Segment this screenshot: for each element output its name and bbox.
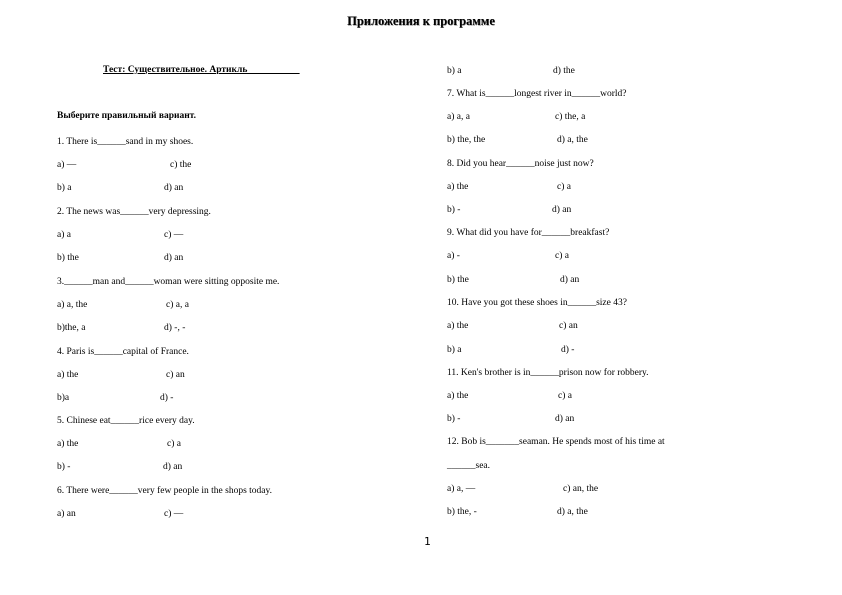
- option-a: a) —: [57, 160, 77, 170]
- option-a: a) -: [447, 251, 460, 261]
- option-a: a) a, the: [57, 300, 88, 310]
- option-b: b) -: [57, 462, 71, 472]
- question-text: 2. The news was______very depressing.: [57, 207, 211, 217]
- page-number: 1: [424, 535, 431, 548]
- question-text: 7. What is______longest river in______world?: [447, 89, 627, 99]
- option-d: d) -: [561, 345, 575, 355]
- question-text-continued: ______sea.: [447, 461, 491, 471]
- instruction: Выберите правильный вариант.: [57, 111, 197, 121]
- question-text: 10. Have you got these shoes in______size 43?: [447, 298, 627, 308]
- option-a: a) the: [447, 391, 469, 401]
- option-a: a) a: [57, 230, 71, 240]
- option-c: c) an: [559, 321, 578, 331]
- option-b: b) -: [447, 414, 461, 424]
- question-text: 6. There were______very few people in the shops today.: [57, 486, 273, 496]
- option-c: c) a: [557, 182, 571, 192]
- option-d: d) a, the: [557, 135, 588, 145]
- option-d: d) an: [552, 205, 572, 215]
- question-text: 12. Bob is_______seaman. He spends most of his time at: [447, 437, 665, 447]
- option-b: b) a: [447, 345, 462, 355]
- option-b: b) the: [447, 275, 469, 285]
- option-c: c) an: [166, 370, 185, 380]
- option-d: d) the: [553, 66, 575, 76]
- option-b: b) the, the: [447, 135, 486, 145]
- option-c: c) —: [164, 230, 184, 240]
- question-text: 8. Did you hear______noise just now?: [447, 159, 594, 169]
- option-c: c) a: [558, 391, 572, 401]
- question-text: 4. Paris is______capital of France.: [57, 347, 189, 357]
- option-d: d) -, -: [164, 323, 186, 333]
- option-b: b) -: [447, 205, 461, 215]
- option-d: d) a, the: [557, 507, 588, 517]
- option-a: a) the: [57, 439, 79, 449]
- question-text: 1. There is______sand in my shoes.: [57, 137, 194, 147]
- option-d: d) an: [164, 253, 184, 263]
- option-c: c) the: [170, 160, 192, 170]
- option-d: d) an: [555, 414, 575, 424]
- question-text: 5. Chinese eat______rice every day.: [57, 416, 195, 426]
- option-b: b) the, -: [447, 507, 477, 517]
- option-c: c) the, a: [555, 112, 586, 122]
- option-b: b)a: [57, 393, 70, 403]
- option-d: d) -: [160, 393, 174, 403]
- option-a: a) an: [57, 509, 76, 519]
- option-c: c) —: [164, 509, 184, 519]
- option-b: b) the: [57, 253, 79, 263]
- option-c: c) a: [167, 439, 181, 449]
- question-text: 11. Ken's brother is in______prison now for robbery.: [447, 368, 649, 378]
- option-d: d) an: [164, 183, 184, 193]
- page-title: Приложения к программе: [347, 14, 495, 28]
- option-d: d) an: [163, 462, 183, 472]
- question-text: 9. What did you have for______breakfast?: [447, 228, 610, 238]
- option-b: b) a: [57, 183, 72, 193]
- option-d: d) an: [560, 275, 580, 285]
- option-c: c) an, the: [563, 484, 599, 494]
- option-a: a) a, —: [447, 484, 476, 494]
- option-b: b) a: [447, 66, 462, 76]
- question-text: 3.______man and______woman were sitting opposite me.: [57, 277, 280, 287]
- test-title: Тест: Существительное. Артикль: [103, 65, 300, 75]
- option-a: a) the: [57, 370, 79, 380]
- option-a: a) the: [447, 321, 469, 331]
- option-a: a) the: [447, 182, 469, 192]
- option-c: c) a, a: [166, 300, 189, 310]
- option-c: c) a: [555, 251, 569, 261]
- option-a: a) a, a: [447, 112, 470, 122]
- option-b: b)the, a: [57, 323, 86, 333]
